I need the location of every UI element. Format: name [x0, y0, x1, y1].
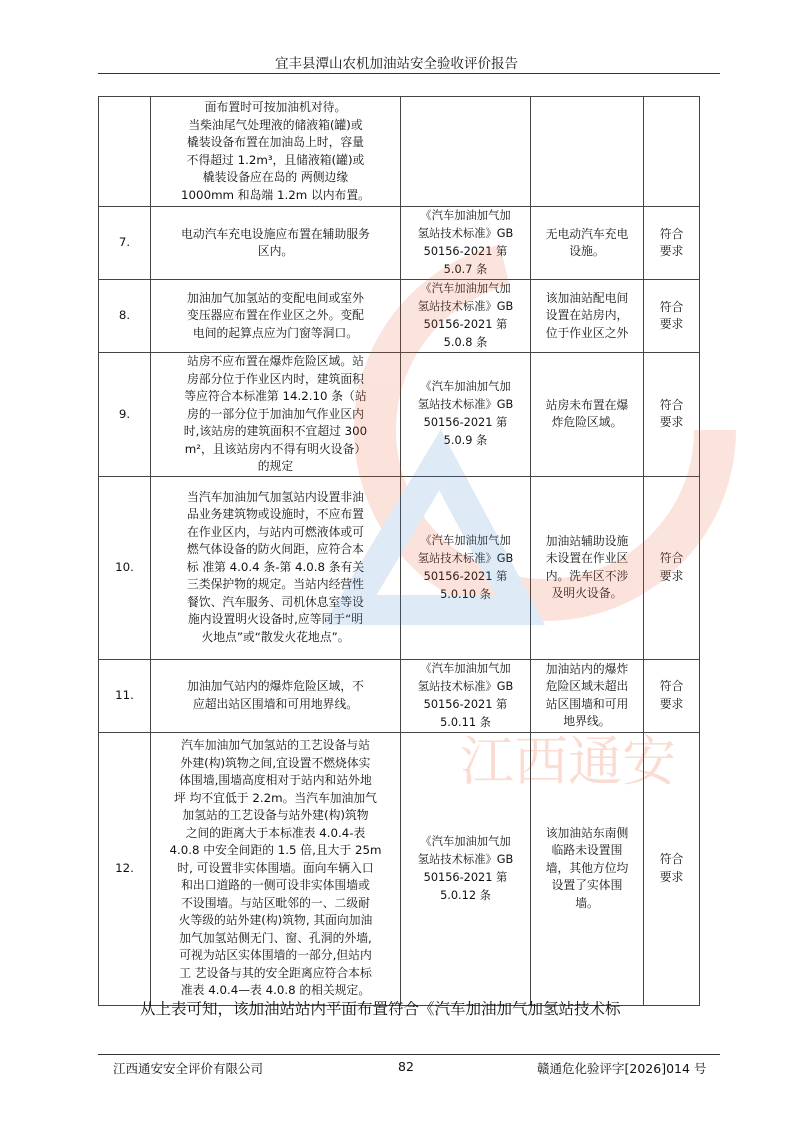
result-cell [644, 207, 700, 280]
requirement-line: 和出口道路的一侧可设非实体围墙或 [181, 878, 370, 893]
basis-line: 5.0.10 条 [440, 587, 491, 601]
basis-cell [401, 353, 531, 477]
item-number-cell: 8. [99, 280, 151, 353]
requirement-line: 工 艺设备与其的安全距离应符合本标 [179, 965, 372, 980]
basis-cell [401, 97, 531, 207]
requirement-line: 火等级的站外建(构)筑物, 其面向加油 [178, 913, 373, 928]
requirement-line: 在作业区内，与站内可燃液体或可 [187, 524, 364, 539]
result-line: 要求 [659, 869, 684, 884]
basis-line: 5.0.7 条 [443, 263, 488, 276]
finding-cell [531, 97, 644, 207]
item-number-cell: 7. [99, 207, 151, 280]
finding-line: 内。洗车区不涉 [545, 568, 629, 583]
item-number-cell: 10. [99, 476, 151, 659]
footer-report-number: 赣通危化验评字[2026]014 号 [537, 1061, 707, 1076]
requirement-line: 房的一部分位于加油加气作业区内 [187, 406, 364, 421]
watermark-text: 江西通安 [460, 730, 676, 793]
requirement-line: 可视为站区实体围墙的一部分,但站内 [179, 948, 372, 963]
result-line: 要求 [659, 568, 684, 583]
requirement-line: 汽车加油加气加氢站的工艺设备与站 [181, 738, 370, 753]
finding-cell [531, 353, 644, 477]
result-line: 符合 [659, 551, 684, 565]
requirement-line: 加气加氢站侧无门、窗、孔洞的外墙, [179, 930, 372, 945]
item-number-cell: 11. [99, 659, 151, 732]
item-number-cell: 9. [99, 353, 151, 477]
requirement-line: 餐饮、汽车服务、司机休息室等设 [187, 594, 364, 609]
requirement-line: 橇装设备应在岛的 两侧边缘 [202, 170, 349, 184]
finding-line: 危险区域未超出 [545, 679, 629, 693]
basis-cell [401, 207, 531, 280]
basis-line: 氢站技术标准》GB [417, 679, 514, 693]
footer-divider [98, 1054, 720, 1055]
basis-line: 《汽车加油加气加 [420, 282, 511, 295]
result-line: 要求 [659, 244, 684, 258]
table-row [99, 280, 700, 353]
basis-cell [401, 280, 531, 353]
finding-line: 站区围墙和可用 [545, 696, 629, 711]
basis-line: 5.0.9 条 [443, 434, 488, 448]
basis-line: 氢站技术标准》GB [417, 398, 514, 412]
result-line: 符合 [659, 397, 684, 412]
requirement-line: 三类保护物的规定。当站内经营性 [187, 577, 364, 592]
requirement-line: 变压器应布置在作业区之外。变配 [187, 308, 364, 323]
finding-line: 加油站辅助设施 [545, 533, 629, 548]
finding-line: 设施。 [569, 244, 605, 258]
basis-line: 50156-2021 第 [423, 870, 508, 884]
requirement-line: 橇装设备布置在加油岛上时，容量 [187, 135, 364, 149]
table-row [99, 732, 700, 1005]
result-cell [644, 732, 700, 1005]
requirement-cell [151, 97, 401, 207]
table-row [99, 476, 700, 659]
requirement-line: 当汽车加油加气加氢站内设置非油 [187, 489, 364, 504]
finding-cell [531, 280, 644, 353]
result-line: 符合 [659, 299, 684, 314]
finding-line: 及明火设备。 [551, 586, 623, 600]
table-row [99, 353, 700, 477]
basis-line: 5.0.12 条 [440, 888, 491, 902]
requirement-cell [151, 476, 401, 659]
requirement-line: 应超出站区围墙和可用地界线。 [192, 696, 359, 711]
finding-line: 未设置在作业区 [545, 551, 629, 565]
finding-line: 无电动汽车充电 [545, 226, 629, 241]
basis-line: 50156-2021 第 [423, 569, 508, 583]
basis-cell [401, 659, 531, 732]
requirement-line: 品业务建筑物或设施时，不应布置 [187, 507, 364, 522]
table-row [99, 659, 700, 732]
result-cell [644, 659, 700, 732]
requirement-cell [151, 280, 401, 353]
finding-line: 加油站内的爆炸 [545, 661, 629, 676]
requirement-line: 外建(构)筑物之间,宜设置不燃烧体实 [180, 755, 371, 770]
requirement-line: 加氢站的工艺设备与站外建(构)筑物 [182, 808, 369, 823]
requirement-line: 加油加气加氢站的变配电间或室外 [187, 290, 364, 305]
finding-line: 该加油站东南侧 [545, 825, 629, 840]
requirement-line: 加油加气站内的爆炸危险区域，不 [187, 679, 364, 693]
requirement-line: 的规定 [257, 459, 294, 473]
basis-line: 氢站技术标准》GB [417, 300, 514, 313]
requirement-line: 站房不应布置在爆炸危险区域。站 [187, 354, 364, 368]
basis-line: 5.0.11 条 [440, 715, 491, 729]
item-number-cell: 12. [99, 732, 151, 1005]
requirement-line: 区内。 [257, 244, 294, 258]
requirement-cell [151, 353, 401, 477]
requirement-line: 面布置时可按加油机对待。 [204, 100, 347, 114]
basis-cell [401, 732, 531, 1005]
result-line: 符合 [659, 226, 684, 241]
requirement-line: 体围墙,围墙高度相对于站内和站外地 [179, 773, 372, 788]
evaluation-table [98, 96, 700, 1006]
result-cell [644, 353, 700, 477]
basis-line: 《汽车加油加气加 [420, 209, 511, 222]
requirement-line: 当柴油尾气处理液的储液箱(罐)或 [188, 117, 363, 132]
finding-line: 临路未设置围 [551, 843, 623, 858]
requirement-cell [151, 207, 401, 280]
requirement-line: 电间的起算点应为门窗等洞口。 [192, 325, 359, 340]
finding-cell [531, 207, 644, 280]
table-row [99, 97, 700, 207]
result-line: 要求 [659, 415, 684, 430]
requirement-line: 1000mm 和岛端 1.2m 以内布置。 [181, 187, 370, 202]
basis-line: 氢站技术标准》GB [417, 227, 514, 240]
finding-line: 墙，其他方位均 [545, 860, 629, 875]
basis-line: 50156-2021 第 [423, 697, 508, 711]
footer-company: 江西通安安全评价有限公司 [113, 1061, 264, 1076]
result-cell [644, 280, 700, 353]
finding-line: 该加油站配电间 [545, 290, 629, 305]
requirement-line: 标 准第 4.0.4 条-第 4.0.8 条有关 [186, 559, 365, 574]
requirement-cell [151, 659, 401, 732]
header-divider [98, 73, 720, 74]
page-header-title: 宜丰县潭山农机加油站安全验收评价报告 [275, 56, 518, 72]
finding-line: 设置在站房内， [545, 308, 629, 323]
basis-line: 氢站技术标准》GB [417, 852, 514, 866]
requirement-line: 时,该站房的建筑面积不宜超过 300 [183, 424, 368, 438]
finding-line: 地界线。 [563, 714, 611, 728]
requirement-line: 施内设置明火设备时,应等同于“明 [187, 612, 364, 627]
requirement-line: 火地点”或“散发火花地点”。 [201, 629, 350, 644]
basis-line: 《汽车加油加气加 [420, 380, 511, 394]
requirement-cell [151, 732, 401, 1005]
requirement-line: 坪 均不宜低于 2.2m。当汽车加油加气 [174, 790, 377, 805]
item-number-cell [99, 97, 151, 207]
requirement-line: 时, 可设置非实体围墙。面向车辆入口 [177, 860, 374, 875]
finding-cell [531, 732, 644, 1005]
basis-line: 《汽车加油加气加 [420, 834, 511, 848]
basis-line: 5.0.8 条 [443, 336, 488, 349]
requirement-line: 等应符合本标准第 14.2.10 条（站 [184, 389, 367, 403]
finding-line: 设置了实体围 [551, 878, 623, 893]
requirement-line: 不设围墙。与站区毗邻的一、二级耐 [181, 895, 370, 910]
finding-line: 站房未布置在爆 [545, 397, 629, 412]
result-line: 符合 [659, 852, 684, 866]
basis-line: 《汽车加油加气加 [420, 661, 511, 675]
requirement-line: m²，且该站房内不得有明火设备） [184, 441, 367, 456]
basis-line: 50156-2021 第 [423, 245, 508, 258]
requirement-line: 准表 4.0.4—表 4.0.8 的相关规定。 [180, 983, 371, 998]
finding-line: 位于作业区之外 [545, 325, 629, 340]
result-cell [644, 97, 700, 207]
basis-line: 50156-2021 第 [423, 318, 508, 331]
result-line: 要求 [659, 317, 684, 331]
basis-line: 氢站技术标准》GB [417, 551, 514, 565]
requirement-line: 燃气体设备的防火间距，应符合本 [187, 542, 364, 557]
finding-line: 炸危险区域。 [551, 415, 623, 430]
result-cell [644, 476, 700, 659]
basis-cell [401, 476, 531, 659]
result-line: 要求 [659, 696, 684, 711]
footer-page-number: 82 [398, 1059, 414, 1074]
requirement-line: 房部分位于作业区内时，建筑面积 [187, 371, 364, 386]
requirement-line: 电动汽车充电设施应布置在辅助服务 [181, 226, 370, 241]
finding-cell [531, 659, 644, 732]
finding-line: 墙。 [575, 895, 599, 910]
basis-line: 50156-2021 第 [423, 416, 508, 430]
result-line: 符合 [659, 679, 684, 693]
requirement-line: 不得超过 1.2m³，且储液箱(罐)或 [186, 152, 365, 167]
requirement-line: 4.0.8 中安全间距的 1.5 倍,且大于 25m [169, 843, 382, 858]
basis-line: 《汽车加油加气加 [420, 533, 511, 547]
finding-cell [531, 476, 644, 659]
conclusion-paragraph: 从上表可知，该加油站站内平面布置符合《汽车加油加气加氢站技术标 [140, 1000, 621, 1018]
requirement-line: 之间的距离大于本标准表 4.0.4-表 [185, 825, 366, 840]
table-row [99, 207, 700, 280]
